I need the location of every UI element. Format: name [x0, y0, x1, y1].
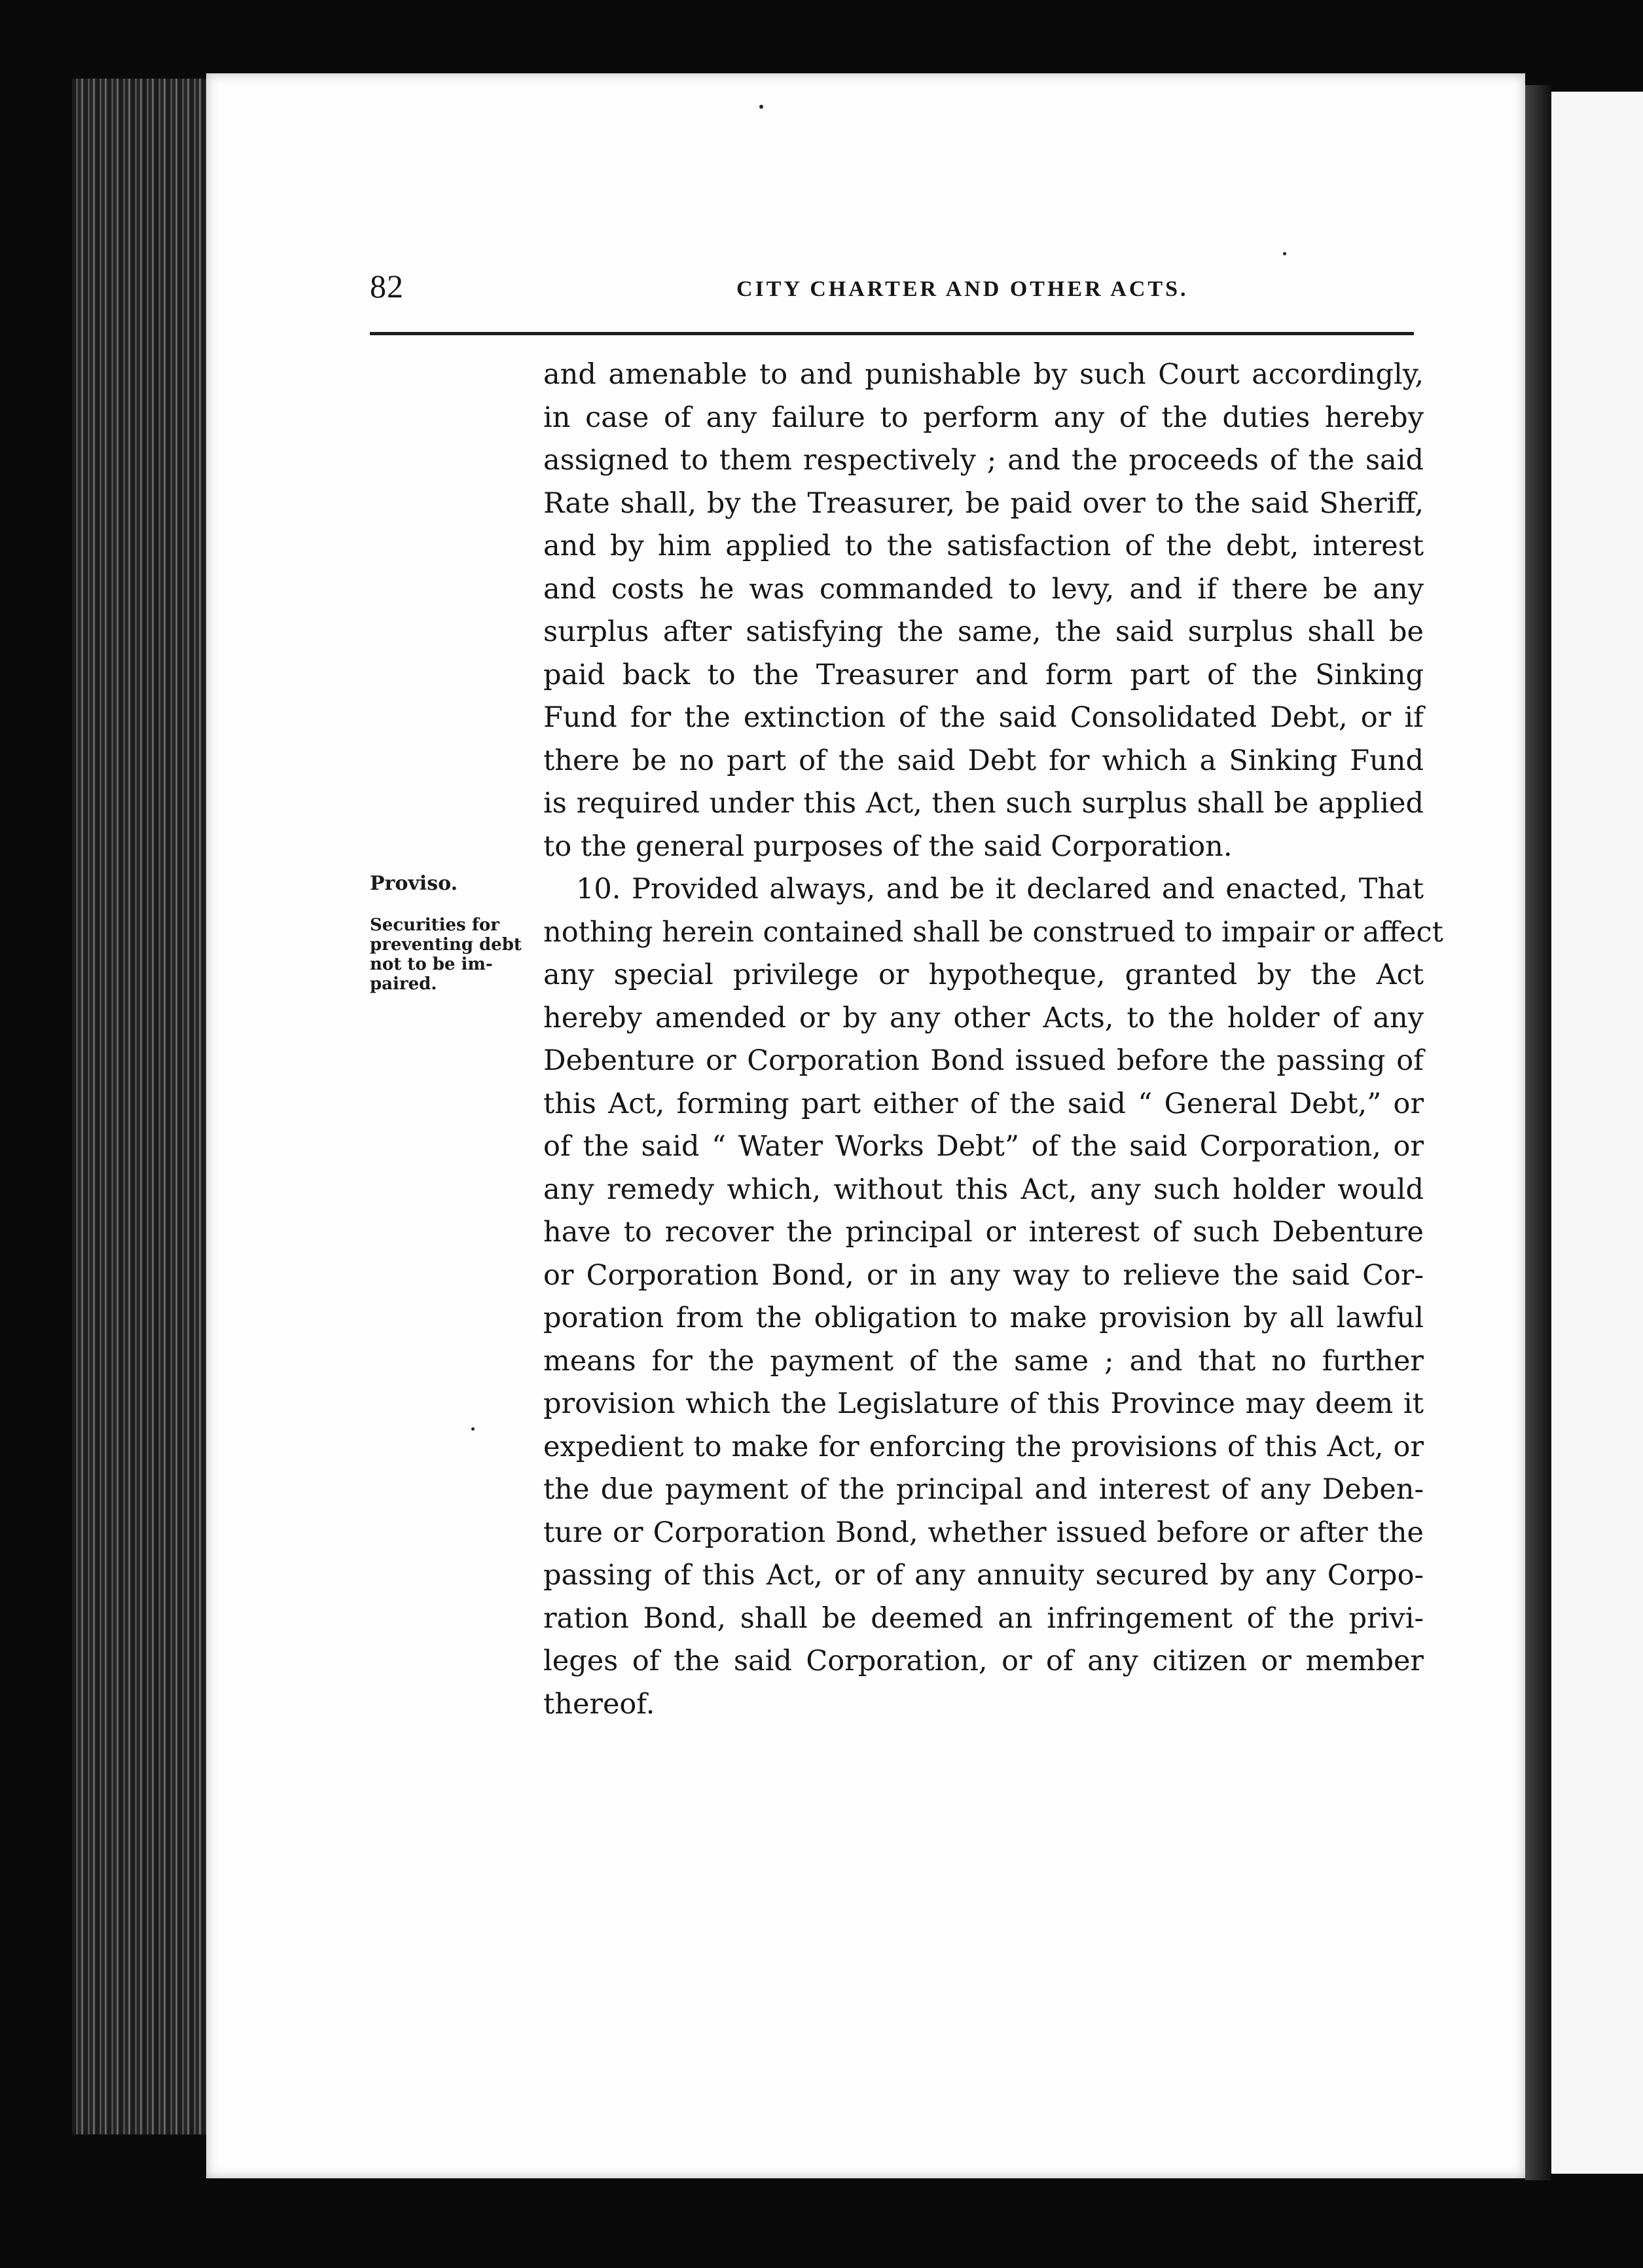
text-line: have to recover the principal or interest of such Debenture [543, 1216, 1424, 1249]
text-line: provision which the Legislature of this Province may deem it [543, 1387, 1424, 1420]
text-line: of the said “ Water Works Debt” of the said Corporation, or [543, 1130, 1424, 1163]
text-line: Rate shall, by the Treasurer, be paid over to the said Sheriff, [543, 486, 1424, 520]
text-line: any special privilege or hypotheque, granted by the Act [543, 959, 1424, 991]
margin-note-line: paired. [370, 974, 437, 994]
section-10-start: 10. Provided always, and be it declared and enacted, That [576, 873, 1424, 905]
text-line: means for the payment of the same ; and that no further [543, 1344, 1424, 1378]
text-line: the due payment of the principal and interest of any Deben- [543, 1473, 1424, 1506]
print-speck [1283, 252, 1286, 255]
text-line: this Act, forming part either of the said “ General Debt,” or [543, 1087, 1424, 1120]
text-line: hereby amended or by any other Acts, to the holder of any [543, 1001, 1424, 1034]
text-line: or Corporation Bond, or in any way to relieve the said Cor- [543, 1258, 1424, 1292]
text-line: Fund for the extinction of the said Consolidated Debt, or if [543, 701, 1424, 734]
header-rule [370, 332, 1414, 335]
text-line: thereof. [543, 1687, 655, 1721]
text-line: to the general purposes of the said Corporation. [543, 830, 1233, 863]
margin-note-proviso: Proviso. [370, 872, 458, 895]
text-line: leges of the said Corporation, or of any citizen or member [543, 1645, 1424, 1677]
text-line: in case of any failure to perform any of the duties hereby [543, 401, 1424, 434]
text-line: there be no part of the said Debt for which a Sinking Fund [543, 744, 1424, 777]
text-line: ration Bond, shall be deemed an infringement of the privi- [543, 1601, 1424, 1635]
print-speck [759, 105, 763, 109]
print-speck [471, 1427, 475, 1431]
margin-note-line: not to be im- [370, 955, 493, 974]
text-line: nothing herein contained shall be construed to impair or affect [543, 915, 1443, 949]
adjacent-page-fragment [1551, 92, 1643, 2174]
body-text [543, 354, 1443, 1726]
running-head [370, 267, 1430, 320]
running-head-title: CITY CHARTER AND OTHER ACTS. [736, 277, 1189, 301]
text-line: paid back to the Treasurer and form part of the Sinking [543, 658, 1424, 691]
text-line: and amenable to and punishable by such Court accordingly, [543, 358, 1424, 391]
gutter-shadow [1525, 85, 1551, 2180]
text-line: and by him applied to the satisfaction of the debt, interest [543, 530, 1424, 562]
text-line: ture or Corporation Bond, whether issued before or after the [543, 1516, 1424, 1549]
text-line: assigned to them respectively ; and the proceeds of the said [543, 444, 1424, 477]
text-line: surplus after satisfying the same, the said surplus shall be [543, 615, 1424, 648]
margin-note-securities [370, 915, 540, 994]
text-line: passing of this Act, or of any annuity secured by any Corpo- [543, 1559, 1424, 1592]
text-line: poration from the obligation to make provision by all lawful [543, 1302, 1424, 1334]
page-number: 82 [370, 268, 404, 304]
text-line: any remedy which, without this Act, any such holder would [543, 1173, 1424, 1206]
margin-note-line: preventing debt [370, 935, 522, 955]
text-line: Debenture or Corporation Bond issued before the passing of [543, 1044, 1424, 1077]
margin-note-line: Securities for [370, 915, 499, 935]
text-line: expedient to make for enforcing the provisions of this Act, or [543, 1430, 1424, 1463]
text-line: is required under this Act, then such surplus shall be applied [543, 787, 1424, 820]
book-page-edges [72, 79, 209, 2134]
text-line: and costs he was commanded to levy, and if there be any [543, 572, 1424, 606]
